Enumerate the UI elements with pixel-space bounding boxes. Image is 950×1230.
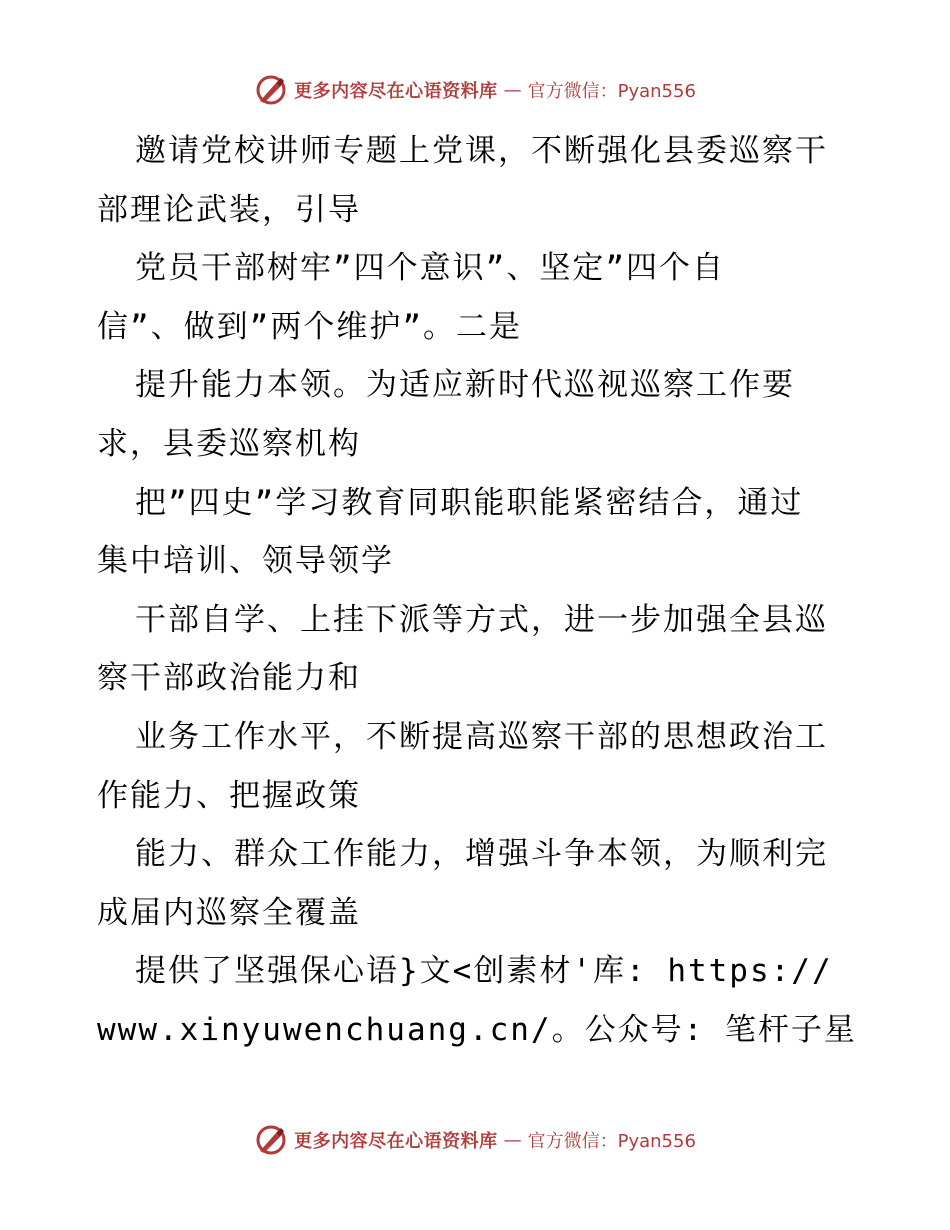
document-line: 成届内巡察全覆盖 bbox=[97, 894, 361, 931]
pen-logo-icon bbox=[254, 1123, 288, 1157]
footer-separator: — bbox=[503, 1129, 522, 1151]
document-line: 集中培训、领导领学 bbox=[97, 543, 394, 580]
header-banner bbox=[0, 70, 950, 110]
document-line: 把”四史”学习教育同职能职能紧密结合，通过 bbox=[135, 484, 804, 521]
document-line: 作能力、把握政策 bbox=[97, 777, 361, 814]
footer-banner bbox=[0, 1120, 950, 1160]
pen-logo-icon bbox=[254, 73, 288, 107]
document-line: www.xinyuwenchuang.cn/。公众号: 笔杆子星 bbox=[97, 1011, 857, 1048]
document-line: 邀请党校讲师专题上党课，不断强化县委巡察干 bbox=[135, 133, 828, 169]
document-line: 能力、群众工作能力，增强斗争本领，为顺利完 bbox=[135, 836, 828, 873]
header-separator: — bbox=[503, 79, 522, 101]
header-brand-text: 更多内容尽在心语资料库 bbox=[294, 81, 498, 102]
document-line: 提供了坚强保心语}文<创素材'库: https:// bbox=[135, 953, 833, 990]
document-line: 提升能力本领。为适应新时代巡视巡察工作要 bbox=[135, 367, 795, 404]
document-line: 察干部政治能力和 bbox=[97, 660, 361, 697]
footer-wechat-text: 官方微信：Pyan556 bbox=[527, 1131, 696, 1152]
document-line: 求，县委巡察机构 bbox=[97, 425, 361, 462]
document-line: 党员干部树牢”四个意识”、坚定”四个自 bbox=[135, 250, 725, 287]
document-line: 干部自学、上挂下派等方式，进一步加强全县巡 bbox=[135, 601, 828, 638]
document-body bbox=[97, 122, 857, 1060]
document-line: 信”、做到”两个维护”。二是 bbox=[97, 308, 522, 345]
document-line: 业务工作水平，不断提高巡察干部的思想政治工 bbox=[135, 718, 828, 755]
footer-brand-text: 更多内容尽在心语资料库 bbox=[294, 1131, 498, 1152]
document-line: 部理论武装，引导 bbox=[97, 191, 361, 228]
header-wechat-text: 官方微信：Pyan556 bbox=[527, 81, 696, 102]
